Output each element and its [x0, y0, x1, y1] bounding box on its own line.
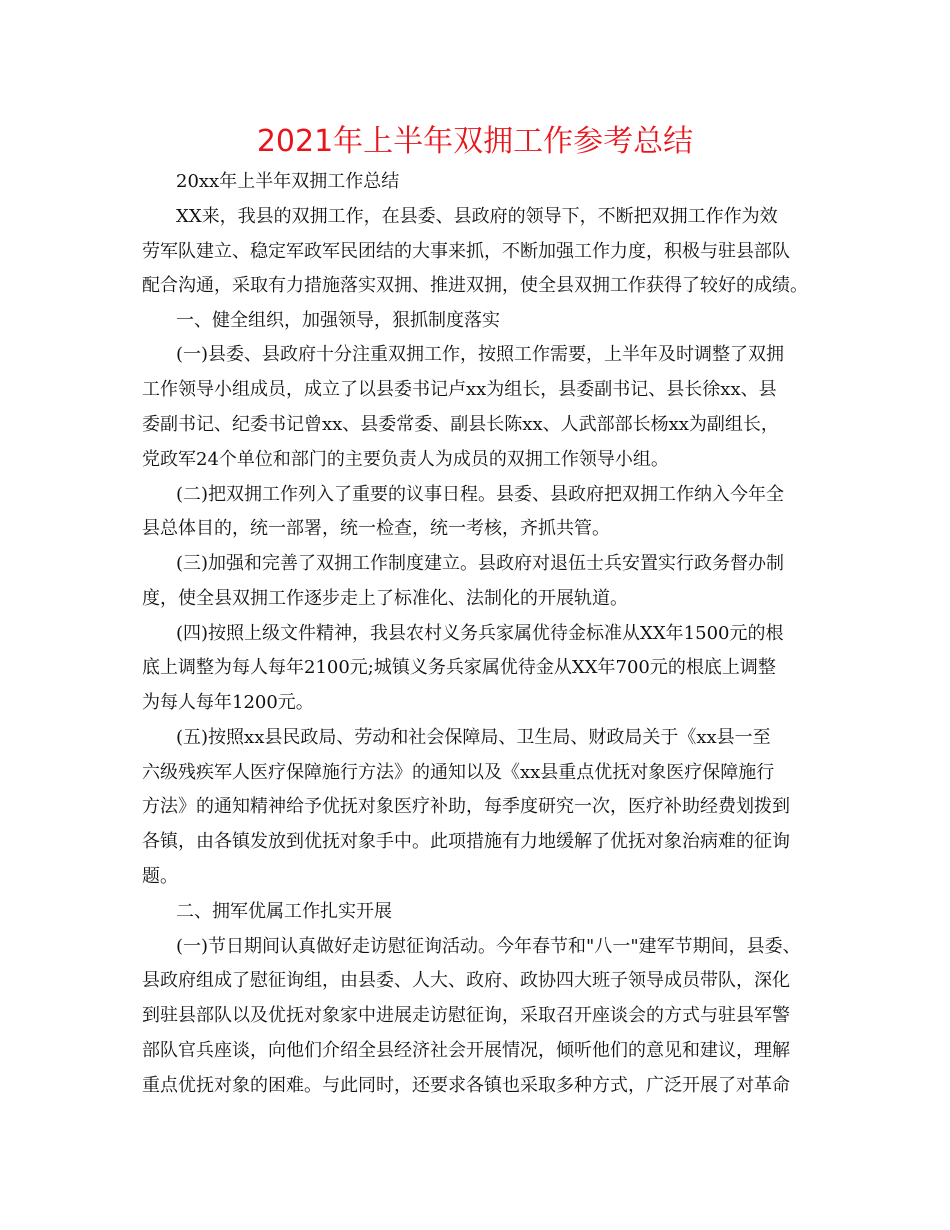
- paragraph-line: 为每人每年1200元。: [142, 692, 314, 713]
- paragraph-line: 党政军24个单位和部门的主要负责人为成员的双拥工作领导小组。: [142, 449, 669, 470]
- document-title: 2021年上半年双拥工作参考总结: [256, 124, 694, 159]
- paragraph-line: 部队官兵座谈，向他们介绍全县经济社会开展情况，倾听他们的意见和建议，理解: [142, 1040, 790, 1061]
- paragraph-line: (一)县委、县政府十分注重双拥工作，按照工作需要，上半年及时调整了双拥: [176, 344, 785, 365]
- paragraph-line: 劳军队建立、稳定军政军民团结的大事来抓，不断加强工作力度，积极与驻县部队: [142, 241, 790, 262]
- paragraph-line: 县政府组成了慰征询组，由县委、人大、政府、政协四大班子领导成员带队，深化: [142, 970, 790, 991]
- paragraph-line: 六级残疾军人医疗保障施行方法》的通知以及《xx县重点优抚对象医疗保障施行: [142, 762, 775, 783]
- paragraph-line: 方法》的通知精神给予优抚对象医疗补助，每季度研究一次，医疗补助经费划拨到: [142, 796, 790, 817]
- paragraph-line: (三)加强和完善了双拥工作制度建立。县政府对退伍士兵安置实行政务督办制: [176, 553, 785, 574]
- paragraph-line: 题。: [142, 866, 178, 887]
- subtitle-line: 20xx年上半年双拥工作总结: [176, 171, 400, 192]
- paragraph-line: (四)按照上级文件精神，我县农村义务兵家属优待金标准从XX年1500元的根: [176, 623, 784, 644]
- paragraph-line: 各镇，由各镇发放到优抚对象手中。此项措施有力地缓解了优抚对象治病难的征询: [142, 831, 790, 852]
- paragraph-line: 配合沟通，采取有力措施落实双拥、推进双拥，使全县双拥工作获得了较好的成绩。: [142, 275, 808, 296]
- paragraph-line: 重点优抚对象的困难。与此同时，还要求各镇也采取多种方式，广泛开展了对革命: [142, 1075, 790, 1096]
- paragraph-line: 底上调整为每人每年2100元;城镇义务兵家属优待金从XX年700元的根底上调整: [142, 657, 776, 678]
- paragraph-line: (二)把双拥工作列入了重要的议事日程。县委、县政府把双拥工作纳入今年全: [176, 484, 785, 505]
- paragraph-line: 县总体目的，统一部署，统一检查，统一考核，齐抓共管。: [142, 518, 610, 539]
- paragraph-line: XX来，我县的双拥工作，在县委、县政府的领导下，不断把双拥工作作为效: [176, 206, 778, 227]
- section-heading: 二、拥军优属工作扎实开展: [176, 901, 392, 922]
- paragraph-line: (一)节日期间认真做好走访慰征询活动。今年春节和"八一"建军节期间，县委、: [176, 936, 801, 957]
- paragraph-line: 到驻县部队以及优抚对象家中进展走访慰征询，采取召开座谈会的方式与驻县军警: [142, 1005, 790, 1026]
- paragraph-line: 度，使全县双拥工作逐步走上了标准化、法制化的开展轨道。: [142, 588, 628, 609]
- paragraph-line: 委副书记、纪委书记曾xx、县委常委、副县长陈xx、人武部部长杨xx为副组长，: [142, 414, 779, 435]
- section-heading: 一、健全组织，加强领导，狠抓制度落实: [176, 310, 500, 331]
- paragraph-line: (五)按照xx县民政局、劳动和社会保障局、卫生局、财政局关于《xx县一至: [176, 727, 771, 748]
- paragraph-line: 工作领导小组成员，成立了以县委书记卢xx为组长，县委副书记、县长徐xx、县: [142, 379, 777, 400]
